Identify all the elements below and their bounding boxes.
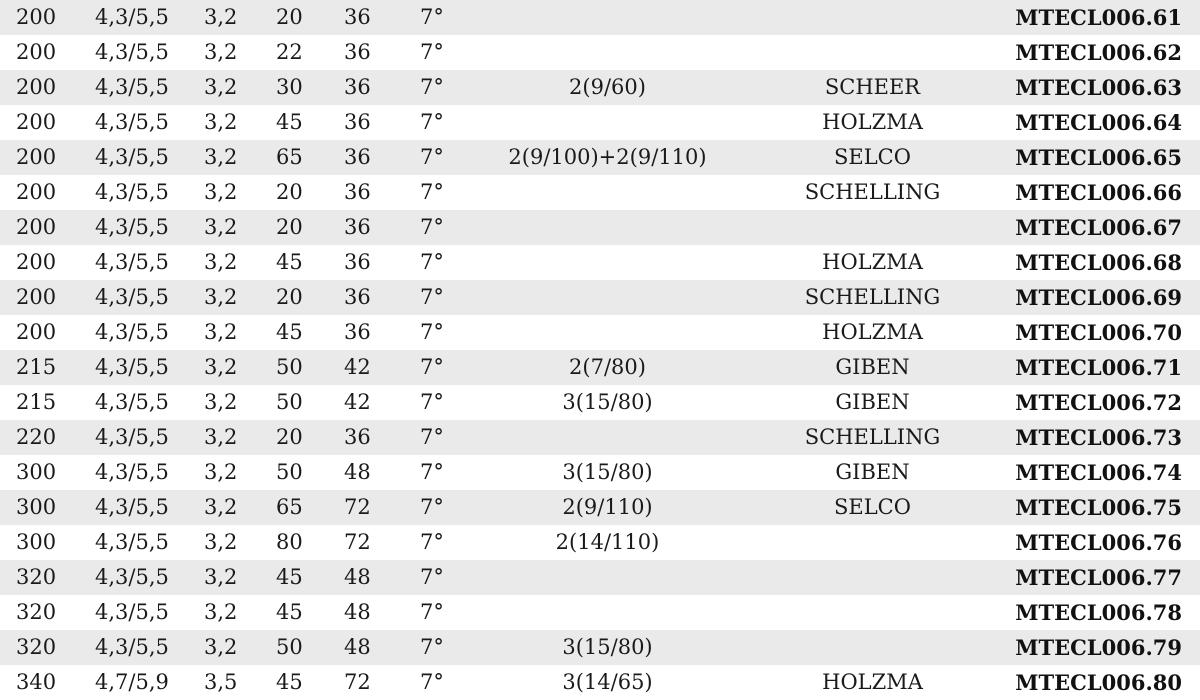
diameter-cell: 200 bbox=[16, 285, 57, 309]
teeth-cell: 36 bbox=[344, 320, 371, 344]
angle-cell: 7° bbox=[420, 600, 444, 624]
diameter-cell: 340 bbox=[16, 670, 57, 694]
angle-cell: 7° bbox=[420, 285, 444, 309]
bore-cell: 50 bbox=[276, 460, 303, 484]
table-row bbox=[0, 595, 1200, 630]
table-row bbox=[0, 245, 1200, 280]
angle-cell: 7° bbox=[420, 215, 444, 239]
kerf-cell: 4,3/5,5 bbox=[95, 635, 169, 659]
table-row bbox=[0, 350, 1200, 385]
body-thickness-cell: 3,2 bbox=[204, 320, 238, 344]
bore-cell: 30 bbox=[276, 75, 303, 99]
bore-cell: 45 bbox=[276, 320, 303, 344]
angle-cell: 7° bbox=[420, 250, 444, 274]
body-thickness-cell: 3,2 bbox=[204, 495, 238, 519]
kerf-cell: 4,3/5,5 bbox=[95, 5, 169, 29]
teeth-cell: 36 bbox=[344, 40, 371, 64]
table-row bbox=[0, 525, 1200, 560]
machine-cell: HOLZMA bbox=[822, 110, 923, 134]
kerf-cell: 4,3/5,5 bbox=[95, 320, 169, 344]
machine-cell: GIBEN bbox=[835, 460, 910, 484]
angle-cell: 7° bbox=[420, 390, 444, 414]
angle-cell: 7° bbox=[420, 40, 444, 64]
body-thickness-cell: 3,2 bbox=[204, 40, 238, 64]
pinholes-cell bbox=[480, 210, 735, 245]
angle-cell: 7° bbox=[420, 565, 444, 589]
pinholes-cell bbox=[480, 245, 735, 280]
kerf-cell: 4,3/5,5 bbox=[95, 600, 169, 624]
angle-cell: 7° bbox=[420, 180, 444, 204]
kerf-cell: 4,3/5,5 bbox=[95, 75, 169, 99]
angle-cell: 7° bbox=[420, 145, 444, 169]
bore-cell: 20 bbox=[276, 215, 303, 239]
angle-cell: 7° bbox=[420, 425, 444, 449]
table-row bbox=[0, 35, 1200, 70]
machine-cell: HOLZMA bbox=[822, 670, 923, 694]
bore-cell: 45 bbox=[276, 600, 303, 624]
kerf-cell: 4,3/5,5 bbox=[95, 390, 169, 414]
bore-cell: 65 bbox=[276, 495, 303, 519]
kerf-cell: 4,3/5,5 bbox=[95, 565, 169, 589]
kerf-cell: 4,3/5,5 bbox=[95, 495, 169, 519]
angle-cell: 7° bbox=[420, 635, 444, 659]
body-thickness-cell: 3,5 bbox=[204, 670, 238, 694]
teeth-cell: 48 bbox=[344, 460, 371, 484]
machine-cell bbox=[770, 0, 975, 35]
diameter-cell: 200 bbox=[16, 110, 57, 134]
table-row bbox=[0, 315, 1200, 350]
article-code-cell: MTECL006.65 bbox=[1015, 145, 1182, 170]
angle-cell: 7° bbox=[420, 530, 444, 554]
article-code-cell: MTECL006.66 bbox=[1015, 180, 1182, 205]
diameter-cell: 200 bbox=[16, 5, 57, 29]
bore-cell: 20 bbox=[276, 285, 303, 309]
angle-cell: 7° bbox=[420, 460, 444, 484]
diameter-cell: 300 bbox=[16, 495, 57, 519]
teeth-cell: 36 bbox=[344, 110, 371, 134]
diameter-cell: 200 bbox=[16, 145, 57, 169]
body-thickness-cell: 3,2 bbox=[204, 565, 238, 589]
pinholes-cell: 3(15/80) bbox=[562, 635, 653, 659]
bore-cell: 50 bbox=[276, 635, 303, 659]
angle-cell: 7° bbox=[420, 495, 444, 519]
body-thickness-cell: 3,2 bbox=[204, 635, 238, 659]
machine-cell bbox=[770, 560, 975, 595]
bore-cell: 45 bbox=[276, 670, 303, 694]
machine-cell: SCHEER bbox=[824, 75, 921, 99]
table-row bbox=[0, 0, 1200, 35]
machine-cell: HOLZMA bbox=[822, 250, 923, 274]
article-code-cell: MTECL006.71 bbox=[1015, 355, 1182, 380]
article-code-cell: MTECL006.69 bbox=[1015, 285, 1182, 310]
bore-cell: 20 bbox=[276, 180, 303, 204]
table-row bbox=[0, 385, 1200, 420]
pinholes-cell: 3(15/80) bbox=[562, 460, 653, 484]
pinholes-cell: 3(15/80) bbox=[562, 390, 653, 414]
machine-cell: GIBEN bbox=[835, 355, 910, 379]
teeth-cell: 36 bbox=[344, 425, 371, 449]
bore-cell: 20 bbox=[276, 5, 303, 29]
body-thickness-cell: 3,2 bbox=[204, 285, 238, 309]
diameter-cell: 200 bbox=[16, 40, 57, 64]
teeth-cell: 72 bbox=[344, 530, 371, 554]
table-row bbox=[0, 175, 1200, 210]
pinholes-cell bbox=[480, 0, 735, 35]
diameter-cell: 200 bbox=[16, 250, 57, 274]
article-code-cell: MTECL006.72 bbox=[1015, 390, 1182, 415]
article-code-cell: MTECL006.62 bbox=[1015, 40, 1182, 65]
bore-cell: 45 bbox=[276, 250, 303, 274]
kerf-cell: 4,3/5,5 bbox=[95, 530, 169, 554]
body-thickness-cell: 3,2 bbox=[204, 215, 238, 239]
pinholes-cell: 2(7/80) bbox=[569, 355, 646, 379]
teeth-cell: 42 bbox=[344, 355, 371, 379]
kerf-cell: 4,3/5,5 bbox=[95, 215, 169, 239]
article-code-cell: MTECL006.77 bbox=[1015, 565, 1182, 590]
machine-cell: SCHELLING bbox=[804, 180, 941, 204]
teeth-cell: 36 bbox=[344, 285, 371, 309]
article-code-cell: MTECL006.63 bbox=[1015, 75, 1182, 100]
pinholes-cell bbox=[480, 280, 735, 315]
diameter-cell: 320 bbox=[16, 565, 57, 589]
diameter-cell: 320 bbox=[16, 635, 57, 659]
article-code-cell: MTECL006.68 bbox=[1015, 250, 1182, 275]
article-code-cell: MTECL006.64 bbox=[1015, 110, 1182, 135]
kerf-cell: 4,3/5,5 bbox=[95, 425, 169, 449]
diameter-cell: 200 bbox=[16, 320, 57, 344]
body-thickness-cell: 3,2 bbox=[204, 390, 238, 414]
body-thickness-cell: 3,2 bbox=[204, 5, 238, 29]
teeth-cell: 42 bbox=[344, 390, 371, 414]
angle-cell: 7° bbox=[420, 75, 444, 99]
kerf-cell: 4,3/5,5 bbox=[95, 145, 169, 169]
angle-cell: 7° bbox=[420, 355, 444, 379]
teeth-cell: 36 bbox=[344, 180, 371, 204]
kerf-cell: 4,3/5,5 bbox=[95, 250, 169, 274]
machine-cell bbox=[770, 210, 975, 245]
kerf-cell: 4,7/5,9 bbox=[95, 670, 169, 694]
bore-cell: 45 bbox=[276, 565, 303, 589]
article-code-cell: MTECL006.79 bbox=[1015, 635, 1182, 660]
body-thickness-cell: 3,2 bbox=[204, 180, 238, 204]
pinholes-cell bbox=[480, 560, 735, 595]
teeth-cell: 36 bbox=[344, 215, 371, 239]
diameter-cell: 200 bbox=[16, 75, 57, 99]
diameter-cell: 300 bbox=[16, 460, 57, 484]
table-row bbox=[0, 665, 1200, 700]
teeth-cell: 72 bbox=[344, 495, 371, 519]
machine-cell: HOLZMA bbox=[822, 320, 923, 344]
table-row bbox=[0, 280, 1200, 315]
body-thickness-cell: 3,2 bbox=[204, 355, 238, 379]
article-code-cell: MTECL006.80 bbox=[1015, 670, 1182, 695]
machine-cell: SCHELLING bbox=[804, 285, 941, 309]
machine-cell bbox=[770, 630, 975, 665]
table-row bbox=[0, 420, 1200, 455]
pinholes-cell bbox=[480, 420, 735, 455]
teeth-cell: 48 bbox=[344, 600, 371, 624]
machine-cell: GIBEN bbox=[835, 390, 910, 414]
bore-cell: 50 bbox=[276, 355, 303, 379]
kerf-cell: 4,3/5,5 bbox=[95, 180, 169, 204]
table-row bbox=[0, 630, 1200, 665]
machine-cell bbox=[770, 35, 975, 70]
diameter-cell: 200 bbox=[16, 215, 57, 239]
body-thickness-cell: 3,2 bbox=[204, 460, 238, 484]
bore-cell: 65 bbox=[276, 145, 303, 169]
pinholes-cell: 2(9/60) bbox=[569, 75, 646, 99]
teeth-cell: 48 bbox=[344, 635, 371, 659]
body-thickness-cell: 3,2 bbox=[204, 145, 238, 169]
teeth-cell: 36 bbox=[344, 145, 371, 169]
kerf-cell: 4,3/5,5 bbox=[95, 285, 169, 309]
table-row bbox=[0, 455, 1200, 490]
bore-cell: 50 bbox=[276, 390, 303, 414]
diameter-cell: 320 bbox=[16, 600, 57, 624]
diameter-cell: 215 bbox=[16, 390, 57, 414]
article-code-cell: MTECL006.76 bbox=[1015, 530, 1182, 555]
diameter-cell: 300 bbox=[16, 530, 57, 554]
pinholes-cell bbox=[480, 175, 735, 210]
body-thickness-cell: 3,2 bbox=[204, 600, 238, 624]
table-row bbox=[0, 210, 1200, 245]
body-thickness-cell: 3,2 bbox=[204, 110, 238, 134]
table-row bbox=[0, 490, 1200, 525]
teeth-cell: 36 bbox=[344, 5, 371, 29]
diameter-cell: 215 bbox=[16, 355, 57, 379]
teeth-cell: 36 bbox=[344, 75, 371, 99]
machine-cell: SCHELLING bbox=[804, 425, 941, 449]
body-thickness-cell: 3,2 bbox=[204, 250, 238, 274]
article-code-cell: MTECL006.67 bbox=[1015, 215, 1182, 240]
bore-cell: 22 bbox=[276, 40, 303, 64]
article-code-cell: MTECL006.75 bbox=[1015, 495, 1182, 520]
pinholes-cell: 2(9/110) bbox=[562, 495, 653, 519]
body-thickness-cell: 3,2 bbox=[204, 425, 238, 449]
kerf-cell: 4,3/5,5 bbox=[95, 110, 169, 134]
article-code-cell: MTECL006.61 bbox=[1015, 5, 1182, 30]
body-thickness-cell: 3,2 bbox=[204, 530, 238, 554]
pinholes-cell: 3(14/65) bbox=[562, 670, 653, 694]
article-code-cell: MTECL006.74 bbox=[1015, 460, 1182, 485]
pinholes-cell bbox=[480, 595, 735, 630]
article-code-cell: MTECL006.73 bbox=[1015, 425, 1182, 450]
table-row bbox=[0, 105, 1200, 140]
bore-cell: 20 bbox=[276, 425, 303, 449]
pinholes-cell: 2(14/110) bbox=[555, 530, 660, 554]
bore-cell: 45 bbox=[276, 110, 303, 134]
machine-cell: SELCO bbox=[834, 495, 911, 519]
kerf-cell: 4,3/5,5 bbox=[95, 460, 169, 484]
table-row bbox=[0, 140, 1200, 175]
teeth-cell: 48 bbox=[344, 565, 371, 589]
bore-cell: 80 bbox=[276, 530, 303, 554]
angle-cell: 7° bbox=[420, 110, 444, 134]
pinholes-cell bbox=[480, 105, 735, 140]
table-row bbox=[0, 70, 1200, 105]
angle-cell: 7° bbox=[420, 670, 444, 694]
angle-cell: 7° bbox=[420, 5, 444, 29]
table-row bbox=[0, 560, 1200, 595]
teeth-cell: 72 bbox=[344, 670, 371, 694]
pinholes-cell: 2(9/100)+2(9/110) bbox=[508, 145, 707, 169]
kerf-cell: 4,3/5,5 bbox=[95, 40, 169, 64]
diameter-cell: 200 bbox=[16, 180, 57, 204]
pinholes-cell bbox=[480, 35, 735, 70]
teeth-cell: 36 bbox=[344, 250, 371, 274]
pinholes-cell bbox=[480, 315, 735, 350]
kerf-cell: 4,3/5,5 bbox=[95, 355, 169, 379]
article-code-cell: MTECL006.78 bbox=[1015, 600, 1182, 625]
machine-cell: SELCO bbox=[834, 145, 911, 169]
machine-cell bbox=[770, 525, 975, 560]
article-code-cell: MTECL006.70 bbox=[1015, 320, 1182, 345]
body-thickness-cell: 3,2 bbox=[204, 75, 238, 99]
diameter-cell: 220 bbox=[16, 425, 57, 449]
machine-cell bbox=[770, 595, 975, 630]
angle-cell: 7° bbox=[420, 320, 444, 344]
